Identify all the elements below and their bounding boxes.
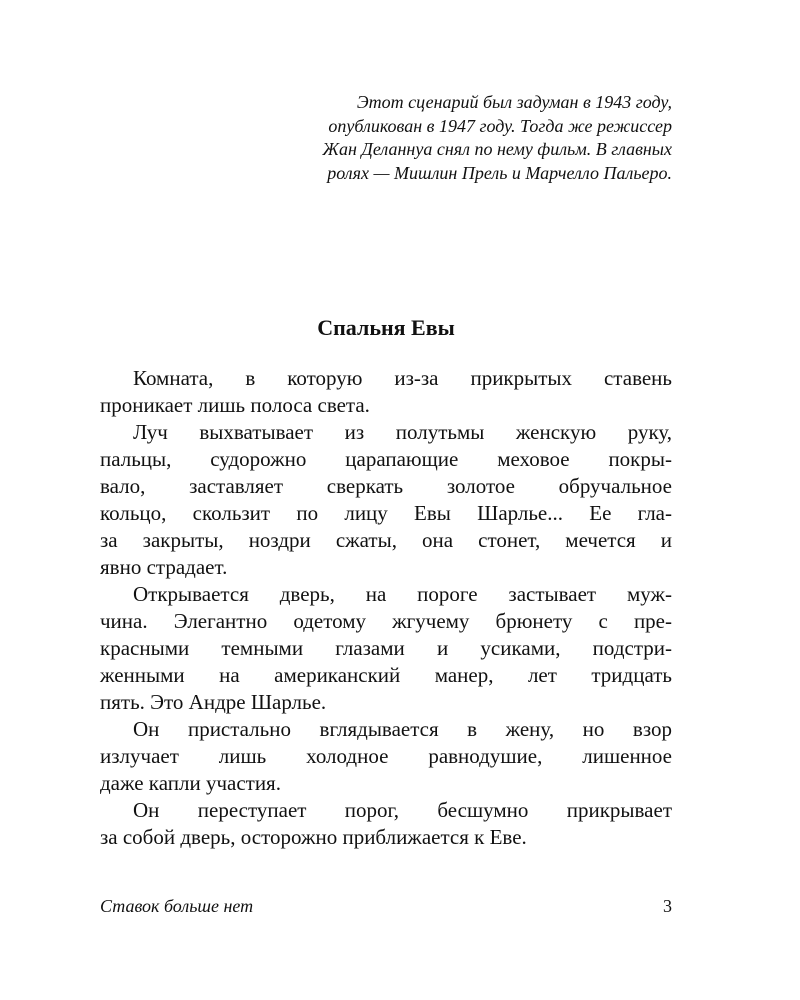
text-line: Открывается дверь, на пороге застывает муж-	[133, 582, 672, 606]
text-line: за закрыты, ноздри сжаты, она стонет, мечется и	[100, 528, 672, 552]
body-text	[100, 365, 672, 851]
text-line: пять. Это Андре Шарлье.	[100, 690, 327, 714]
text-line: излучает лишь холодное равнодушие, лишенное	[100, 744, 672, 768]
epigraph	[232, 91, 672, 185]
text-line: даже капли участия.	[100, 771, 281, 795]
epigraph-line: ролях — Мишлин Прель и Марчелло Пальеро.	[327, 162, 672, 183]
text-line: Он пристально вглядывается в жену, но взор	[133, 717, 672, 741]
paragraph-2	[100, 419, 672, 581]
chapter-title: Спальня Евы	[317, 315, 455, 340]
text-line: Луч выхватывает из полутьмы женскую руку,	[133, 420, 672, 444]
text-line: кольцо, скользит по лицу Евы Шарлье... Ее гла-	[100, 501, 672, 525]
text-line: красными темными глазами и усиками, подстри-	[100, 636, 672, 660]
text-line: пальцы, судорожно царапающие меховое покры-	[100, 447, 672, 471]
epigraph-line: Жан Деланнуа снял по нему фильм. В главных	[322, 139, 672, 159]
paragraph-3	[100, 581, 672, 716]
text-line: вало, заставляет сверкать золотое обручальное	[100, 474, 672, 498]
page-footer	[100, 896, 672, 920]
page-number: 3	[663, 896, 672, 916]
text-line: явно страдает.	[100, 555, 228, 579]
epigraph-line: опубликован в 1947 году. Тогда же режиссер	[328, 115, 672, 136]
epigraph-line: Этот сценарий был задуман в 1943 году,	[356, 92, 672, 112]
paragraph-5	[100, 797, 672, 851]
text-line: женными на американский манер, лет тридцать	[100, 663, 672, 687]
paragraph-4	[100, 716, 672, 797]
paragraph-1	[100, 365, 672, 419]
text-line: чина. Элегантно одетому жгучему брюнету с пре-	[100, 609, 672, 633]
text-line: Он переступает порог, бесшумно прикрывает	[133, 798, 672, 822]
text-line: проникает лишь полоса света.	[100, 393, 370, 417]
running-title: Ставок больше нет	[100, 896, 254, 916]
text-line: Комната, в которую из-за прикрытых ставень	[133, 366, 672, 390]
text-line: за собой дверь, осторожно приближается к Еве.	[100, 825, 527, 849]
